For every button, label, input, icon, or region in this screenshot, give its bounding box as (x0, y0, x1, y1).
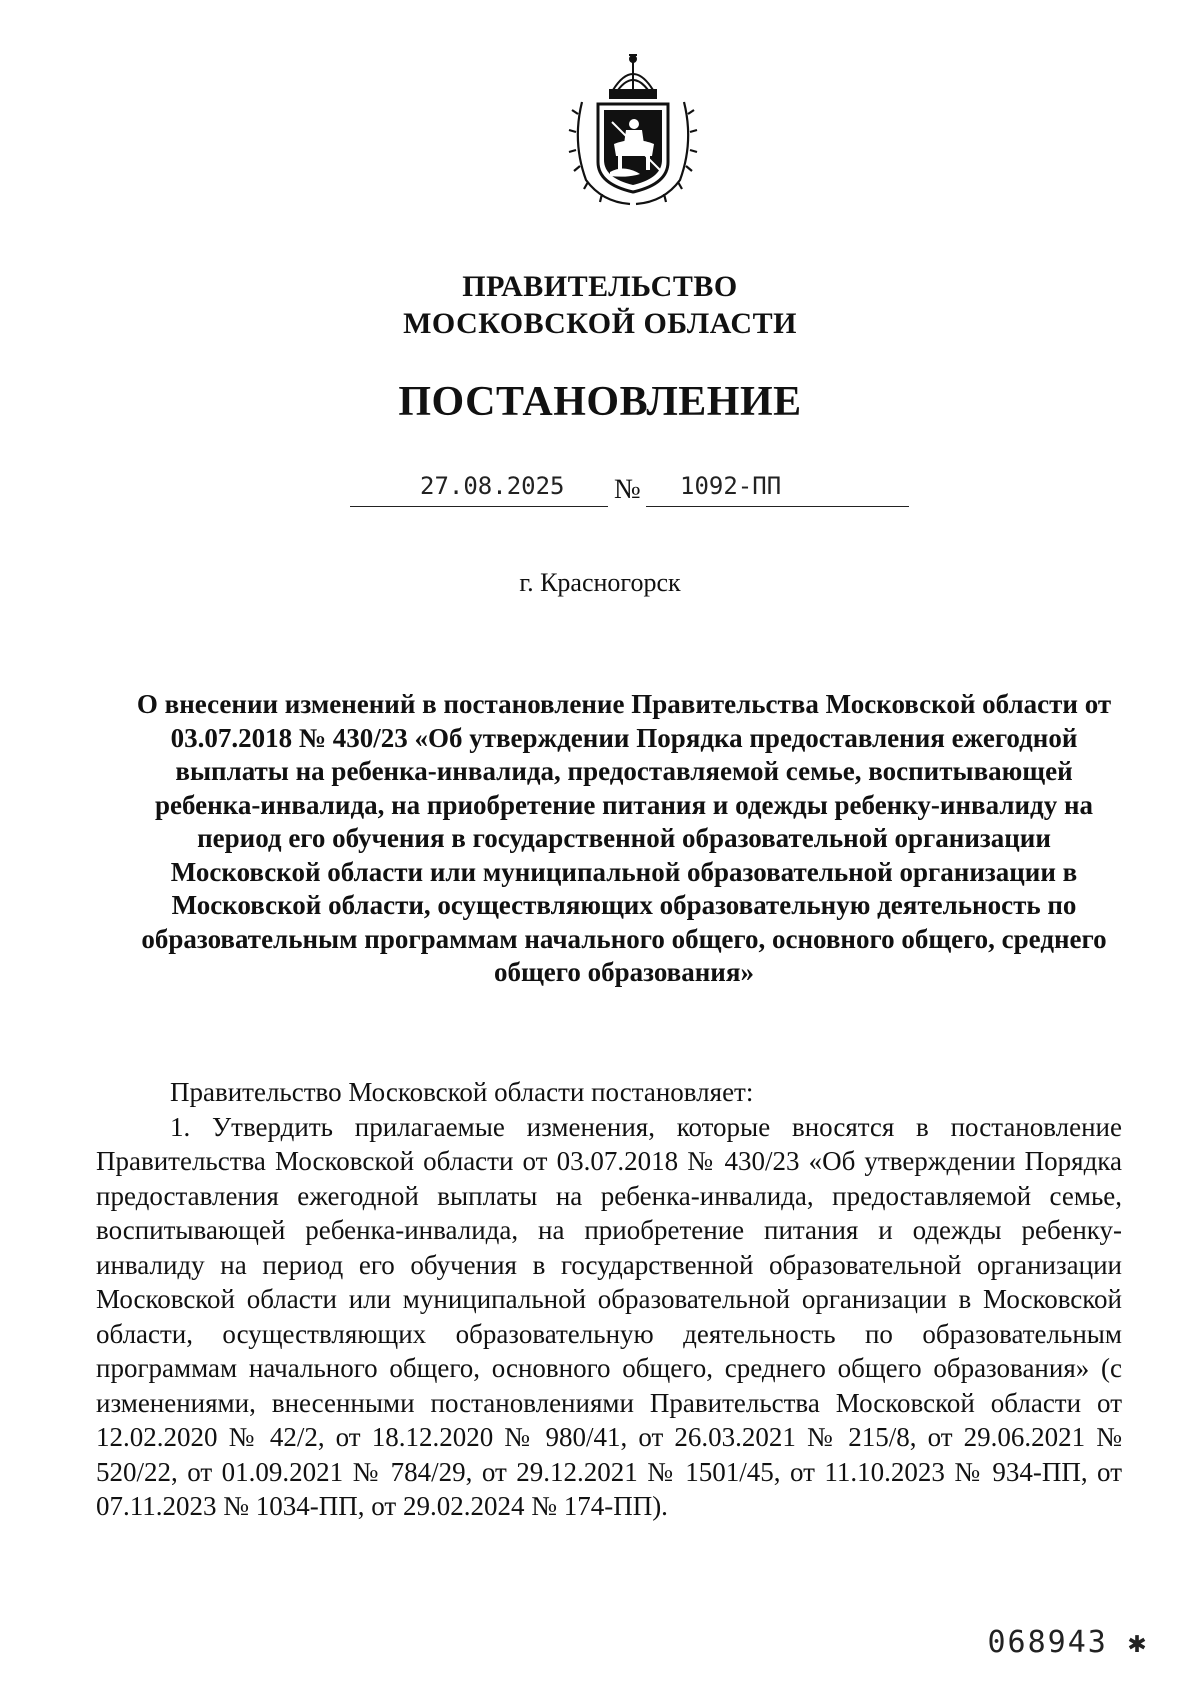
body-intro: Правительство Московской области постановляет: (170, 1077, 754, 1107)
coat-of-arms-icon (568, 52, 698, 212)
place-of-issue: г. Красногорск (519, 568, 681, 597)
document-date: 27.08.2025 (420, 472, 565, 500)
document-title: О внесении изменений в постановление Правительства Московской области от 03.07.2018 № 430/23 «Об утверждении Порядка предоставления ежегодной выплаты на ребенка-инвалида, предоставляемой семье, воспитывающей ребенка-инвалида, на приобретение питания и одежды ребенку-инвалиду на период его обучения в государственной образовательной организации Московской области или муниципальной образовательной организации в Московской области, осуществляющих образовательную деятельность по образовательным программам начального общего, основного общего, среднего общего образования» (136, 689, 1112, 987)
serial-stamp: 068943 ✱ (987, 1625, 1148, 1660)
organization-line-1: ПРАВИТЕЛЬСТВО (462, 270, 738, 303)
body-item-1: 1. Утвердить прилагаемые изменения, которые вносятся в постановление Правительства Московской области от 03.07.2018 № 430/23 «Об утверждении Порядка предоставления ежегодной выплаты на ребенка-инвалида, предоставляемой семье, воспитывающей ребенка-инвалида, на приобретение питания и одежды ребенку-инвалиду на период его обучения в государственной образовательной организации Московской области или муниципальной образовательной организации в Московской области, осуществляющих образовательную деятельность по образовательным программам начального общего, основного общего, среднего общего образования» (с изменениями, внесенными постановлениями Правительства Московской области от 12.02.2020 № 42/2, от 18.12.2020 № 980/41, от 26.03.2021 № 215/8, от 29.06.2021 № 520/22, от 01.09.2021 № 784/29, от 29.12.2021 № 1501/45, от 11.10.2023 № 934-ПП, от 07.11.2023 № 1034-ПП, от 29.02.2024 № 174-ПП). (96, 1111, 1122, 1521)
document-number: 1092-ПП (680, 472, 782, 500)
document-type-heading: ПОСТАНОВЛЕНИЕ (398, 379, 802, 425)
document-body (96, 1075, 1122, 1524)
number-sign: № (614, 474, 641, 505)
organization-line-2: МОСКОВСКОЙ ОБЛАСТИ (403, 307, 797, 340)
